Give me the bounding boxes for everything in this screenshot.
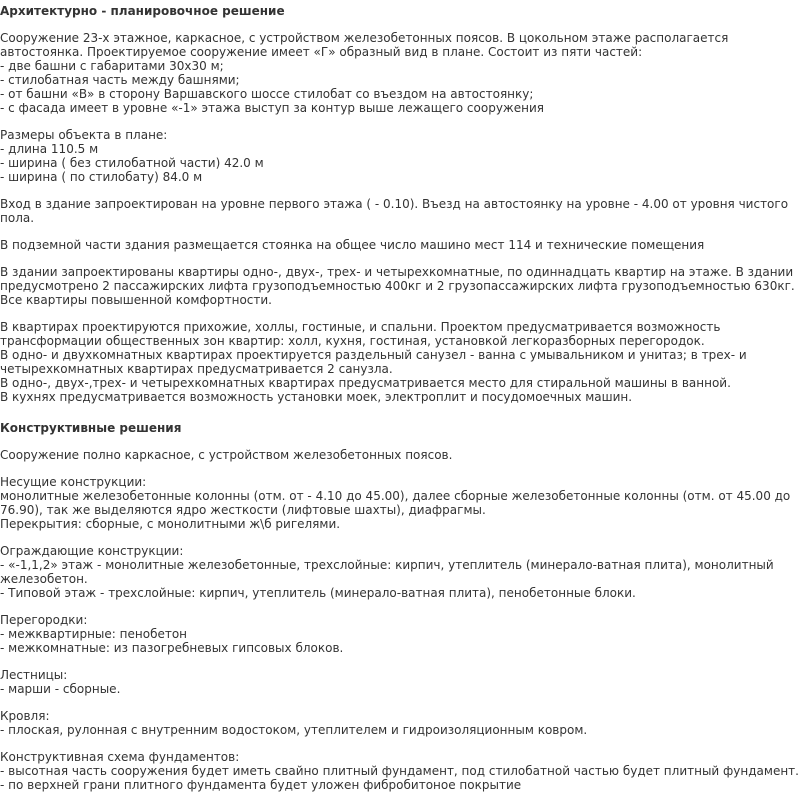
text-line: - плоская, рулонная с внутренним водостоком, утеплителем и гидроизоляционным ковром. bbox=[0, 723, 588, 737]
text-line: четырехкомнатных квартирах предусматривается 2 санузла. bbox=[0, 362, 393, 376]
text-line: - две башни с габаритами 30х30 м; bbox=[0, 59, 224, 73]
text-line: монолитные железобетонные колонны (отм. от - 4.10 до 45.00), далее сборные железобетонные колонны (отм. от 45.00 до bbox=[0, 489, 791, 503]
text-line: Размеры объекта в плане: bbox=[0, 128, 168, 142]
text-line: В одно- и двухкомнатных квартирах проектируется раздельный санузел - ванна с умывальником и унитаз; в трех- и bbox=[0, 348, 747, 362]
text-line: В здании запроектированы квартиры одно-, двух-, трех- и четырехкомнатные, по одиннадцать квартир на этаже. В здании bbox=[0, 265, 794, 279]
text-line: Сооружение полно каркасное, с устройством железобетонных поясов. bbox=[0, 448, 453, 462]
paragraph bbox=[0, 448, 695, 462]
paragraph bbox=[0, 613, 695, 655]
paragraph bbox=[0, 475, 791, 531]
text-line: - по верхней грани плитного фундамента будет уложен фибробитоное покрытие bbox=[0, 778, 522, 792]
text-line: Перекрытия: сборные, с монолитными ж\б ригелями. bbox=[0, 517, 341, 531]
text-line: Лестницы: bbox=[0, 668, 68, 682]
paragraph bbox=[0, 128, 695, 184]
text-line: - «-1,1,2» этаж - монолитные железобетонные, трехслойные: кирпич, утеплитель (минерало-ватная плита), монолитный bbox=[0, 558, 774, 572]
text-line: Вход в здание запроектирован на уровне первого этажа ( - 0.10). Въезд на автостоянку на уровне - 4.00 от уровня чистого bbox=[0, 197, 789, 211]
text-line: В подземной части здания размещается стоянка на общее число машино мест 114 и технические помещения bbox=[0, 238, 705, 252]
text-line: - марши - сборные. bbox=[0, 682, 121, 696]
text-line: Кровля: bbox=[0, 709, 50, 723]
paragraph bbox=[0, 265, 795, 307]
paragraph bbox=[0, 31, 729, 115]
text-line: - стилобатная часть между башнями; bbox=[0, 73, 240, 87]
text-line: Все квартиры повышенной комфортности. bbox=[0, 293, 272, 307]
text-line: предусмотрено 2 пассажирских лифта грузоподъемностью 400кг и 2 грузопассажирских лифта грузоподъемностью 630кг. bbox=[0, 279, 795, 293]
text-line: Несущие конструкции: bbox=[0, 475, 147, 489]
text-line: - межкомнатные: из пазогребневых гипсовых блоков. bbox=[0, 641, 344, 655]
text-line: В кухнях предусматривается возможность установки моек, электроплит и посудомоечных машин. bbox=[0, 390, 633, 404]
text-line: - межквартирные: пенобетон bbox=[0, 627, 188, 641]
text-line: 76.90), так же выделяются ядро жесткости (лифтовые шахты), диафрагмы. bbox=[0, 503, 486, 517]
text-line: В квартирах проектируются прихожие, холлы, гостиные, и спальни. Проектом предусматривается возможность bbox=[0, 320, 721, 334]
paragraph bbox=[0, 750, 799, 792]
text-line: трансформации общественных зон квартир: холл, кухня, гостиная, установкой легкоразборных перегородок. bbox=[0, 334, 705, 348]
section-heading: Архитектурно - планировочное решение bbox=[0, 4, 285, 18]
text-line: - с фасада имеет в уровне «-1» этажа выступ за контур выше лежащего сооружения bbox=[0, 101, 544, 115]
text-line: железобетон. bbox=[0, 572, 88, 586]
text-line: пола. bbox=[0, 211, 35, 225]
paragraph bbox=[0, 197, 789, 225]
paragraph bbox=[0, 709, 695, 737]
paragraph bbox=[0, 238, 705, 252]
text-line: автостоянка. Проектируемое сооружение имеет «Г» образный вид в плане. Состоит из пяти частей: bbox=[0, 45, 643, 59]
paragraph bbox=[0, 668, 695, 696]
text-line: Перегородки: bbox=[0, 613, 88, 627]
text-line: - Типовой этаж - трехслойные: кирпич, утеплитель (минерало-ватная плита), пенобетонные блоки. bbox=[0, 586, 636, 600]
section-heading: Конструктивные решения bbox=[0, 421, 182, 435]
text-line: - ширина ( без стилобатной части) 42.0 м bbox=[0, 156, 264, 170]
text-line: - высотная часть сооружения будет иметь свайно плитный фундамент, под стилобатной частью будет плитный фундамент. bbox=[0, 764, 799, 778]
text-line: Конструктивная схема фундаментов: bbox=[0, 750, 240, 764]
text-line: - длина 110.5 м bbox=[0, 142, 99, 156]
paragraph bbox=[0, 320, 747, 404]
text-line: Ограждающие конструкции: bbox=[0, 544, 184, 558]
text-line: - ширина ( по стилобату) 84.0 м bbox=[0, 170, 203, 184]
text-line: - от башни «В» в сторону Варшавского шоссе стилобат со въездом на автостоянку; bbox=[0, 87, 534, 101]
text-line: Сооружение 23-х этажное, каркасное, с устройством железобетонных поясов. В цокольном этаже располагается bbox=[0, 31, 729, 45]
text-line: В одно-, двух-,трех- и четырехкомнатных квартирах предусматривается место для стиральной машины в ванной. bbox=[0, 376, 731, 390]
paragraph bbox=[0, 544, 774, 600]
